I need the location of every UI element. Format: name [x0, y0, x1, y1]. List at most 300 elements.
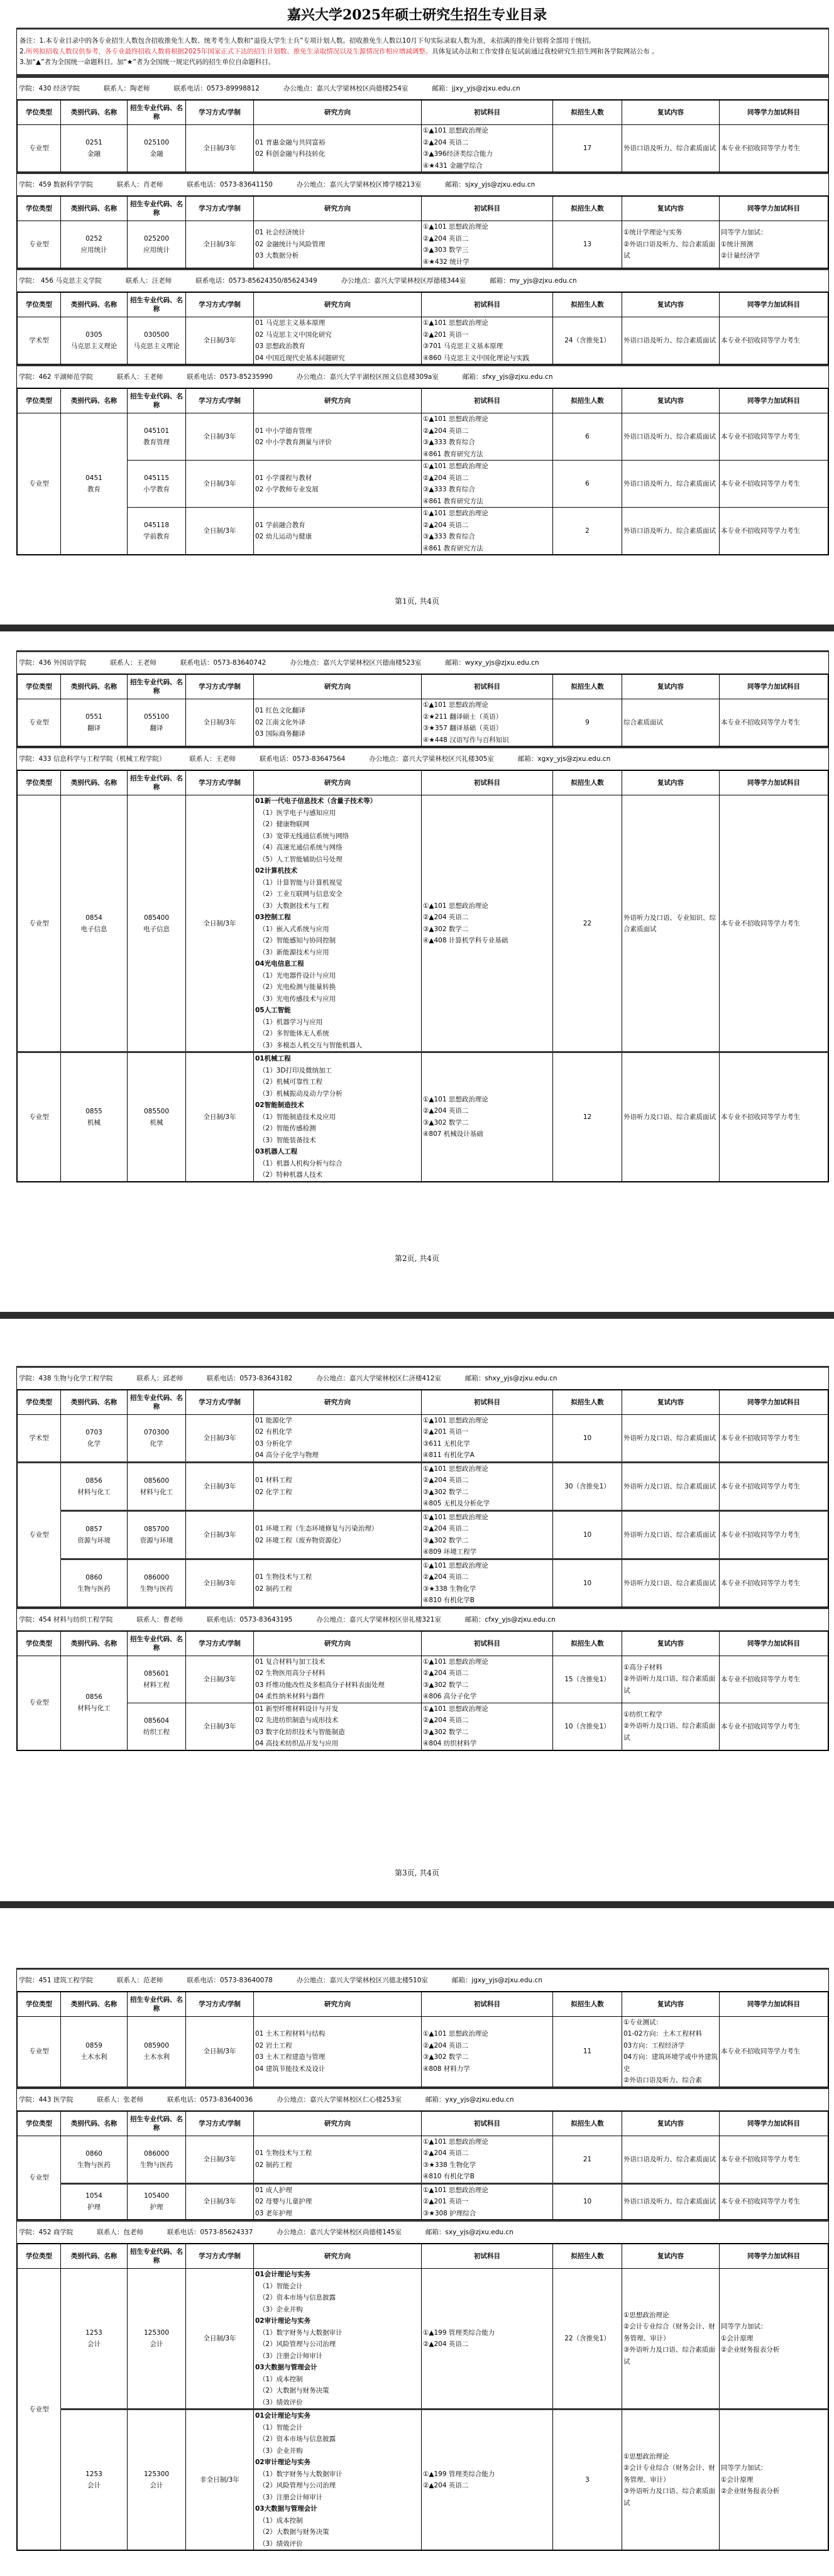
major-cell-code: 085700: [129, 1524, 184, 1535]
equivalent-cell: 本专业不招收同等学力考生: [720, 1462, 828, 1510]
page-footer: 第1页, 共4页: [0, 555, 834, 625]
study-mode-cell: 全日制/3年: [186, 1703, 254, 1750]
category-cell-code: 0860: [62, 2148, 126, 2159]
direction-cell-line: 01 复合材料与加工技术: [255, 1656, 420, 1668]
column-header-major: 招生专业代码、名称: [128, 2111, 186, 2136]
major-cell: [128, 1703, 186, 1750]
direction-subitem: （3）宽带无线通信系统与网络: [255, 831, 420, 843]
study-mode-cell: 全日制/3年: [186, 699, 254, 746]
contact-email: 邮箱：sjxy_yjs@zjxu.edu.cn: [445, 181, 535, 188]
column-header-direction: 研究方向: [254, 293, 422, 317]
retest-cell-line: ①统计学理论与实务: [623, 227, 718, 239]
major-cell-code: 085900: [129, 2040, 184, 2051]
direction-subitem: （2）智能传感检测: [255, 1123, 420, 1135]
college-section: [17, 1368, 828, 1607]
major-cell-name: 材料与化工: [129, 1487, 184, 1498]
note-3: 3.加“▲”者为全国统一命题科目。加“★”者为全国统一规定代码的招生单位自命题科目。: [19, 57, 826, 68]
column-header-major: 招生专业代码、名称: [128, 771, 186, 795]
retest-cell-line: ②会计专业综合（财务会计、财务管理、审计）: [623, 2321, 718, 2344]
program-row: [18, 2410, 828, 2550]
direction-cell-line: 01 社会经济统计: [255, 227, 420, 239]
exam-subjects-cell-line: ①▲101 思想政治理论: [423, 461, 551, 472]
table-header-row: [18, 293, 828, 317]
column-header-exam-subjects: 初试科目: [422, 1390, 553, 1414]
column-header-equivalent: 同等学力加试科目: [720, 2111, 828, 2136]
equivalent-cell: 本专业不招收同等学力考生: [720, 2183, 828, 2220]
quota-cell: 6: [553, 461, 622, 508]
program-row: [18, 1414, 828, 1462]
quota-cell: 21: [553, 2136, 622, 2183]
direction-heading: 02智能制造技术: [255, 1100, 420, 1111]
column-header-quota: 拟招生人数: [553, 101, 622, 125]
retest-cell-line: ①高分子材料: [623, 1662, 718, 1674]
program-row: [18, 2016, 828, 2087]
direction-cell-line: 02 有机化学: [255, 1426, 420, 1438]
category-cell-code: 0703: [62, 1427, 126, 1438]
retest-cell: 外语口语及听力、综合素质面试: [622, 508, 720, 555]
office-location: 办公地点：嘉兴大学梁林校区兴德北楼510室: [297, 1977, 428, 1984]
major-cell-name: 应用统计: [129, 244, 184, 256]
direction-cell-line: 01 小学课程与教材: [255, 472, 420, 484]
program-table: [17, 2244, 828, 2550]
major-cell-code: 030500: [129, 329, 184, 341]
college-name: 学院：436 外国语学院: [19, 659, 86, 667]
direction-subitem: （3）机械振动及动力学分析: [255, 1088, 420, 1100]
direction-subitem: （2）智能感知与协同控制: [255, 935, 420, 947]
direction-heading: 01新一代电子信息技术（含量子技术等）: [255, 795, 420, 807]
exam-subjects-cell-line: ④806 高分子化学: [423, 1691, 551, 1703]
column-header-degree-type: 学位类型: [18, 2111, 61, 2136]
equivalent-cell: 本专业不招收同等学力考生: [720, 1559, 828, 1607]
category-cell: [61, 1052, 128, 1182]
quota-cell: 13: [553, 221, 622, 268]
degree-type-cell: 专业型: [18, 2016, 61, 2087]
contact-person: 联系人：张老师: [97, 2096, 143, 2104]
column-header-retest: 复试内容: [622, 675, 720, 699]
direction-subitem: （1）数字财务与大数据审计: [255, 2327, 420, 2339]
category-cell: [61, 2183, 128, 2220]
column-header-exam-subjects: 初试科目: [422, 1992, 553, 2016]
category-cell: [61, 2016, 128, 2087]
column-header-exam-subjects: 初试科目: [422, 293, 553, 317]
category-cell-name: 会计: [62, 2339, 126, 2350]
program-row: [18, 508, 828, 555]
page-3-frame: [16, 1366, 829, 1751]
column-header-degree-type: 学位类型: [18, 1631, 61, 1656]
equivalent-cell: [720, 221, 828, 268]
major-cell-code: 045118: [129, 520, 184, 531]
exam-subjects-cell: [422, 125, 553, 172]
column-header-category: 类别代码、名称: [61, 101, 128, 125]
direction-cell: [254, 795, 422, 1052]
column-header-direction: 研究方向: [254, 771, 422, 795]
contact-phone: 联系电话：0573-89998812: [173, 85, 259, 92]
category-cell-code: 0857: [62, 1524, 126, 1535]
exam-subjects-cell-line: ②▲204 英语二: [423, 1715, 551, 1727]
category-cell-code: 0451: [62, 472, 126, 484]
retest-cell-line: 04方向：建筑环境学或中外建筑史: [623, 2051, 718, 2075]
direction-cell-line: 01 新型纤维材料设计与开发: [255, 1703, 420, 1715]
equivalent-cell: 本专业不招收同等学力考生: [720, 1656, 828, 1703]
major-cell-name: 资源与环境: [129, 1535, 184, 1546]
degree-type-cell: 专业型: [18, 1656, 61, 1750]
direction-heading: 02审计理论与实务: [255, 2315, 420, 2327]
exam-subjects-cell-line: ①▲101 思想政治理论: [423, 1463, 551, 1475]
direction-subitem: （2）特种机器人技术: [255, 1169, 420, 1181]
column-header-study-mode: 学习方式/学制: [186, 2111, 254, 2136]
column-header-degree-type: 学位类型: [18, 1992, 61, 2016]
direction-cell: [254, 2410, 422, 2550]
college-info-bar: [17, 1609, 828, 1631]
column-header-study-mode: 学习方式/学制: [186, 2244, 254, 2269]
column-header-study-mode: 学习方式/学制: [186, 101, 254, 125]
retest-cell-line: ③外语听力及口语、综合素质面试: [623, 2486, 718, 2509]
direction-subitem: （3）注册会计师审计: [255, 2350, 420, 2362]
direction-heading: 01会计理论与实务: [255, 2269, 420, 2281]
column-header-exam-subjects: 初试科目: [422, 389, 553, 413]
exam-subjects-cell-line: ②▲204 英语二: [423, 472, 551, 484]
column-header-major: 招生专业代码、名称: [128, 389, 186, 413]
college-name: 学院：452 商学院: [19, 2229, 73, 2236]
column-header-category: 类别代码、名称: [61, 1992, 128, 2016]
column-header-major: 招生专业代码、名称: [128, 675, 186, 699]
exam-subjects-cell-line: ②▲204 英语二: [423, 1571, 551, 1583]
exam-subjects-cell-line: ③★338 生物化学: [423, 2159, 551, 2171]
program-table: [17, 100, 828, 172]
equivalent-cell-line: ①会计原理: [721, 2333, 826, 2345]
retest-cell: [622, 1656, 720, 1703]
major-cell-name: 会计: [129, 2339, 184, 2350]
exam-subjects-cell-line: ③▲302 数学二: [423, 1679, 551, 1691]
contact-email: 邮箱：sfxy_yjs@zjxu.edu.cn: [463, 373, 553, 381]
table-header-row: [18, 675, 828, 699]
exam-subjects-cell: [422, 317, 553, 364]
exam-subjects-cell-line: ④860 马克思主义中国化理论与实践: [423, 352, 551, 364]
direction-cell: [254, 1052, 422, 1182]
table-header-row: [18, 2244, 828, 2269]
column-header-quota: 拟招生人数: [553, 1631, 622, 1656]
equivalent-cell-line: 同等学力加试：: [721, 2462, 826, 2474]
column-header-equivalent: 同等学力加试科目: [720, 675, 828, 699]
major-cell-code: 085400: [129, 912, 184, 924]
direction-cell-line: 02 中小学教育测量与评价: [255, 437, 420, 449]
category-cell-name: 护理: [62, 2202, 126, 2213]
equivalent-cell-line: 同等学力加试：: [721, 227, 826, 239]
retest-cell: [622, 221, 720, 268]
direction-cell-line: 02 小学教师专业发展: [255, 484, 420, 496]
category-cell: [61, 1559, 128, 1607]
quota-cell: 22: [553, 795, 622, 1052]
column-header-direction: 研究方向: [254, 2111, 422, 2136]
exam-subjects-cell-line: ②▲204 英语二: [423, 1475, 551, 1487]
exam-subjects-cell-line: ①▲101 思想政治理论: [423, 900, 551, 912]
direction-subitem: （2）资本市场与信息披露: [255, 2292, 420, 2304]
college-info-bar: [17, 366, 828, 388]
category-cell: [61, 1656, 128, 1750]
program-row: [18, 1656, 828, 1703]
program-row: [18, 125, 828, 172]
category-cell-name: 材料与化工: [62, 1703, 126, 1714]
exam-subjects-cell-line: ②▲204 英语二: [423, 1523, 551, 1535]
column-header-direction: 研究方向: [254, 101, 422, 125]
direction-subitem: （1）3D打印及微纳加工: [255, 1065, 420, 1077]
column-header-category: 类别代码、名称: [61, 389, 128, 413]
contact-phone: 联系电话：0573-83640742: [180, 659, 266, 667]
direction-subitem: （2）大数据与财务决策: [255, 2526, 420, 2538]
major-cell-code: 045115: [129, 472, 184, 484]
exam-subjects-cell-line: ②▲204 英语二: [423, 233, 551, 245]
retest-cell-line: ①思想政治理论: [623, 2451, 718, 2463]
major-cell-name: 纺织工程: [129, 1727, 184, 1738]
page-footer: 第3页, 共4页: [0, 1751, 834, 1901]
retest-cell: 外语口语及听力、综合素质面试: [622, 413, 720, 461]
direction-cell-line: 02 生物医用高分子材料: [255, 1667, 420, 1679]
college-section: [17, 1607, 828, 1750]
contact-person: 联系人：肖老师: [117, 181, 163, 188]
direction-subitem: （2）工业互联网与信息安全: [255, 888, 420, 900]
page-2-frame: [16, 650, 829, 1182]
column-header-major: 招生专业代码、名称: [128, 101, 186, 125]
category-cell-code: 0305: [62, 329, 126, 341]
equivalent-cell: 本专业不招收同等学力考生: [720, 461, 828, 508]
major-cell-name: 机械: [129, 1117, 184, 1128]
direction-cell-line: 02 岩土工程: [255, 2040, 420, 2052]
office-location: 办公地点：嘉兴大学梁林校区厚德楼344室: [341, 277, 466, 285]
exam-subjects-cell: [422, 461, 553, 508]
college-info-bar: [17, 652, 828, 674]
major-cell: [128, 2016, 186, 2087]
column-header-study-mode: 学习方式/学制: [186, 389, 254, 413]
contact-email: 邮箱：my_yjs@zjxu.edu.cn: [490, 277, 576, 285]
direction-subitem: （2）资本市场与信息披露: [255, 2433, 420, 2445]
exam-subjects-cell-line: ③▲302 数学二: [423, 2051, 551, 2063]
notes-box: [17, 30, 828, 76]
direction-cell-line: 02 环境工程（废弃物资源化）: [255, 1535, 420, 1547]
direction-cell-line: 04 中国近现代史基本问题研究: [255, 352, 420, 364]
column-header-study-mode: 学习方式/学制: [186, 293, 254, 317]
exam-subjects-cell: [422, 413, 553, 461]
program-row: [18, 221, 828, 268]
exam-subjects-cell-line: ①▲101 思想政治理论: [423, 125, 551, 137]
category-cell: [61, 317, 128, 364]
direction-subitem: （1）智能会计: [255, 2281, 420, 2293]
column-header-direction: 研究方向: [254, 2244, 422, 2269]
exam-subjects-cell-line: ③▲333 教育综合: [423, 531, 551, 543]
exam-subjects-cell: [422, 1462, 553, 1510]
equivalent-cell-line: ②企业财务报表分析: [721, 2344, 826, 2356]
direction-cell-line: 01 土木工程材料与结构: [255, 2028, 420, 2040]
degree-type-cell: 专业型: [18, 413, 61, 555]
college-section: [17, 172, 828, 268]
column-header-major: 招生专业代码、名称: [128, 1390, 186, 1414]
exam-subjects-cell-line: ①▲101 思想政治理论: [423, 1094, 551, 1106]
major-cell-code: 025200: [129, 233, 184, 244]
major-cell: [128, 317, 186, 364]
page-separator: [0, 1312, 834, 1319]
direction-cell-line: 01 中小学德育管理: [255, 425, 420, 437]
contact-email: 邮箱：wyxy_yjs@zjxu.edu.cn: [445, 659, 539, 667]
study-mode-cell: 全日制/3年: [186, 413, 254, 461]
category-cell: [61, 1414, 128, 1462]
direction-heading: 02计算机技术: [255, 865, 420, 877]
major-cell-name: 金融: [129, 148, 184, 160]
direction-cell-line: 01 环境工程（生态环境修复与污染治理）: [255, 1523, 420, 1535]
column-header-category: 类别代码、名称: [61, 1631, 128, 1656]
direction-cell-line: 03 老年护理: [255, 2208, 420, 2220]
study-mode-cell: 非全日制/3年: [186, 2410, 254, 2550]
college-name: 学院：454 材料与纺织工程学院: [19, 1616, 112, 1624]
major-cell-name: 电子信息: [129, 924, 184, 935]
direction-heading: 03机器人工程: [255, 1146, 420, 1158]
exam-subjects-cell-line: ②▲201 英语一: [423, 2196, 551, 2208]
column-header-degree-type: 学位类型: [18, 1390, 61, 1414]
exam-subjects-cell-line: ②▲201 英语一: [423, 1426, 551, 1438]
direction-heading: 01会计理论与实务: [255, 2410, 420, 2422]
exam-subjects-cell: [422, 221, 553, 268]
direction-cell-line: 04 高分子化学与物理: [255, 1449, 420, 1461]
direction-cell-line: 01 生物技术与工程: [255, 1571, 420, 1583]
direction-cell: [254, 699, 422, 746]
exam-subjects-cell-line: ③▲333 教育综合: [423, 484, 551, 496]
major-cell-code: 070300: [129, 1427, 184, 1438]
major-cell-code: 085601: [129, 1668, 184, 1679]
column-header-major: 招生专业代码、名称: [128, 1992, 186, 2016]
quota-cell: 30（含推免1）: [553, 1462, 622, 1510]
study-mode-cell: 全日制/3年: [186, 221, 254, 268]
exam-subjects-cell-line: ④804 纺织材料学: [423, 1738, 551, 1750]
exam-subjects-cell-line: ②★211 翻译硕士（英语）: [423, 711, 551, 723]
direction-cell-line: 02 母婴与儿童护理: [255, 2196, 420, 2208]
contact-person: 联系人：王老师: [189, 755, 236, 763]
direction-cell: [254, 413, 422, 461]
college-section: [17, 2220, 828, 2550]
category-cell-code: 0860: [62, 1572, 126, 1583]
column-header-retest: 复试内容: [622, 293, 720, 317]
category-cell: [61, 2136, 128, 2183]
column-header-exam-subjects: 初试科目: [422, 2111, 553, 2136]
column-header-exam-subjects: 初试科目: [422, 771, 553, 795]
direction-cell: [254, 1414, 422, 1462]
note-2: [19, 46, 826, 57]
college-info-bar: [17, 270, 828, 292]
direction-cell: [254, 1703, 422, 1750]
major-cell: [128, 2269, 186, 2410]
major-cell-name: 翻译: [129, 723, 184, 734]
degree-type-cell: 专业型: [18, 2136, 61, 2220]
equivalent-cell: [720, 2269, 828, 2410]
quota-cell: 3: [553, 2410, 622, 2550]
office-location: 办公地点：嘉兴大学梁林校区尚德楼145室: [277, 2229, 402, 2236]
college-info-bar: [17, 2222, 828, 2244]
direction-cell-line: 02 先进纺织制造与成形技术: [255, 1715, 420, 1727]
retest-cell-line: ②外语口语及听力、综合素: [623, 2075, 718, 2087]
contact-person: 联系人：陶老师: [104, 85, 150, 92]
direction-subitem: （3）多模态人机交互与智能机器人: [255, 1040, 420, 1052]
direction-cell: [254, 2183, 422, 2220]
column-header-equivalent: 同等学力加试科目: [720, 389, 828, 413]
direction-cell-line: 01 能源化学: [255, 1415, 420, 1427]
column-header-retest: 复试内容: [622, 1631, 720, 1656]
direction-subitem: （3）光电传感技术与应用: [255, 993, 420, 1005]
exam-subjects-cell: [422, 1510, 553, 1559]
exam-subjects-cell: [422, 795, 553, 1052]
equivalent-cell: 本专业不招收同等学力考生: [720, 317, 828, 364]
direction-subitem: （1）数字财务与大数据审计: [255, 2469, 420, 2480]
major-cell-code: 105400: [129, 2190, 184, 2202]
category-cell-name: 材料与化工: [62, 1487, 126, 1498]
major-cell-name: 生物与医药: [129, 1583, 184, 1595]
college-section: [17, 1970, 828, 2087]
retest-cell: [622, 2410, 720, 2550]
table-header-row: [18, 101, 828, 125]
quota-cell: 6: [553, 413, 622, 461]
direction-cell-line: 01 红色文化翻译: [255, 705, 420, 717]
major-cell-code: 086000: [129, 1572, 184, 1583]
retest-cell-line: ①思想政治理论: [623, 2310, 718, 2322]
exam-subjects-cell-line: ④807 机械设计基础: [423, 1128, 551, 1140]
major-cell-code: 025100: [129, 137, 184, 148]
direction-subitem: （2）大数据与财务决策: [255, 2385, 420, 2397]
major-cell: [128, 795, 186, 1052]
direction-subitem: （2）风险管理与公司治理: [255, 2339, 420, 2350]
retest-cell-line: ②外语听力及口语、综合素质面试: [623, 1673, 718, 1696]
exam-subjects-cell-line: ①▲101 思想政治理论: [423, 699, 551, 711]
major-cell: [128, 1656, 186, 1703]
major-cell: [128, 461, 186, 508]
program-row: [18, 461, 828, 508]
exam-subjects-cell-line: ④★432 统计学: [423, 256, 551, 268]
category-cell-code: 1054: [62, 2190, 126, 2202]
retest-cell: 外语听力及口语、综合素质面试: [622, 1052, 720, 1182]
contact-person: 联系人：曹老师: [136, 1616, 183, 1624]
office-location: 办公地点：嘉兴大学梁林校区兴礼楼305室: [369, 755, 494, 763]
college-info-bar: [17, 1970, 828, 1992]
exam-subjects-cell-line: ②▲204 英语二: [423, 520, 551, 532]
category-cell-name: 金融: [62, 148, 126, 160]
direction-subitem: （2）多智能体无人系统: [255, 1028, 420, 1040]
exam-subjects-cell-line: ②▲204 英语二: [423, 912, 551, 924]
office-location: 办公地点：嘉兴大学梁林校区尚德楼254室: [283, 85, 409, 92]
study-mode-cell: 全日制/3年: [186, 1414, 254, 1462]
exam-subjects-cell-line: ③★338 生物化学: [423, 1583, 551, 1595]
category-cell: [61, 1510, 128, 1559]
exam-subjects-cell-line: ④861 教育研究方法: [423, 449, 551, 461]
exam-subjects-cell-line: ③611 无机化学: [423, 1438, 551, 1450]
equivalent-cell: 本专业不招收同等学力考生: [720, 1510, 828, 1559]
major-cell-name: 生物与医药: [129, 2159, 184, 2171]
college-info-bar: [17, 2089, 828, 2111]
exam-subjects-cell: [422, 2269, 553, 2410]
direction-cell: [254, 2136, 422, 2183]
direction-cell-line: 02 马克思主义中国化研究: [255, 329, 420, 341]
direction-heading: 04光电信息工程: [255, 958, 420, 970]
direction-cell-line: 02 幼儿运动与健康: [255, 531, 420, 543]
major-cell-code: 085604: [129, 1715, 184, 1727]
direction-subitem: （1）光电器件设计与应用: [255, 970, 420, 982]
program-table: [17, 674, 828, 746]
column-header-direction: 研究方向: [254, 1631, 422, 1656]
major-cell: [128, 2410, 186, 2550]
retest-cell: [622, 2269, 720, 2410]
contact-phone: 联系电话：0573-83640036: [167, 2096, 253, 2104]
degree-type-cell: 专业型: [18, 125, 61, 172]
direction-cell-line: 03 土木工程建造与管理: [255, 2051, 420, 2063]
degree-type-cell: 专业型: [18, 2269, 61, 2550]
program-table: [17, 292, 828, 364]
exam-subjects-cell-line: ④861 教育研究方法: [423, 496, 551, 508]
exam-subjects-cell-line: ④808 材料力学: [423, 2063, 551, 2075]
office-location: 办公地点：嘉兴大学梁林校区仁心楼253室: [277, 2096, 402, 2104]
